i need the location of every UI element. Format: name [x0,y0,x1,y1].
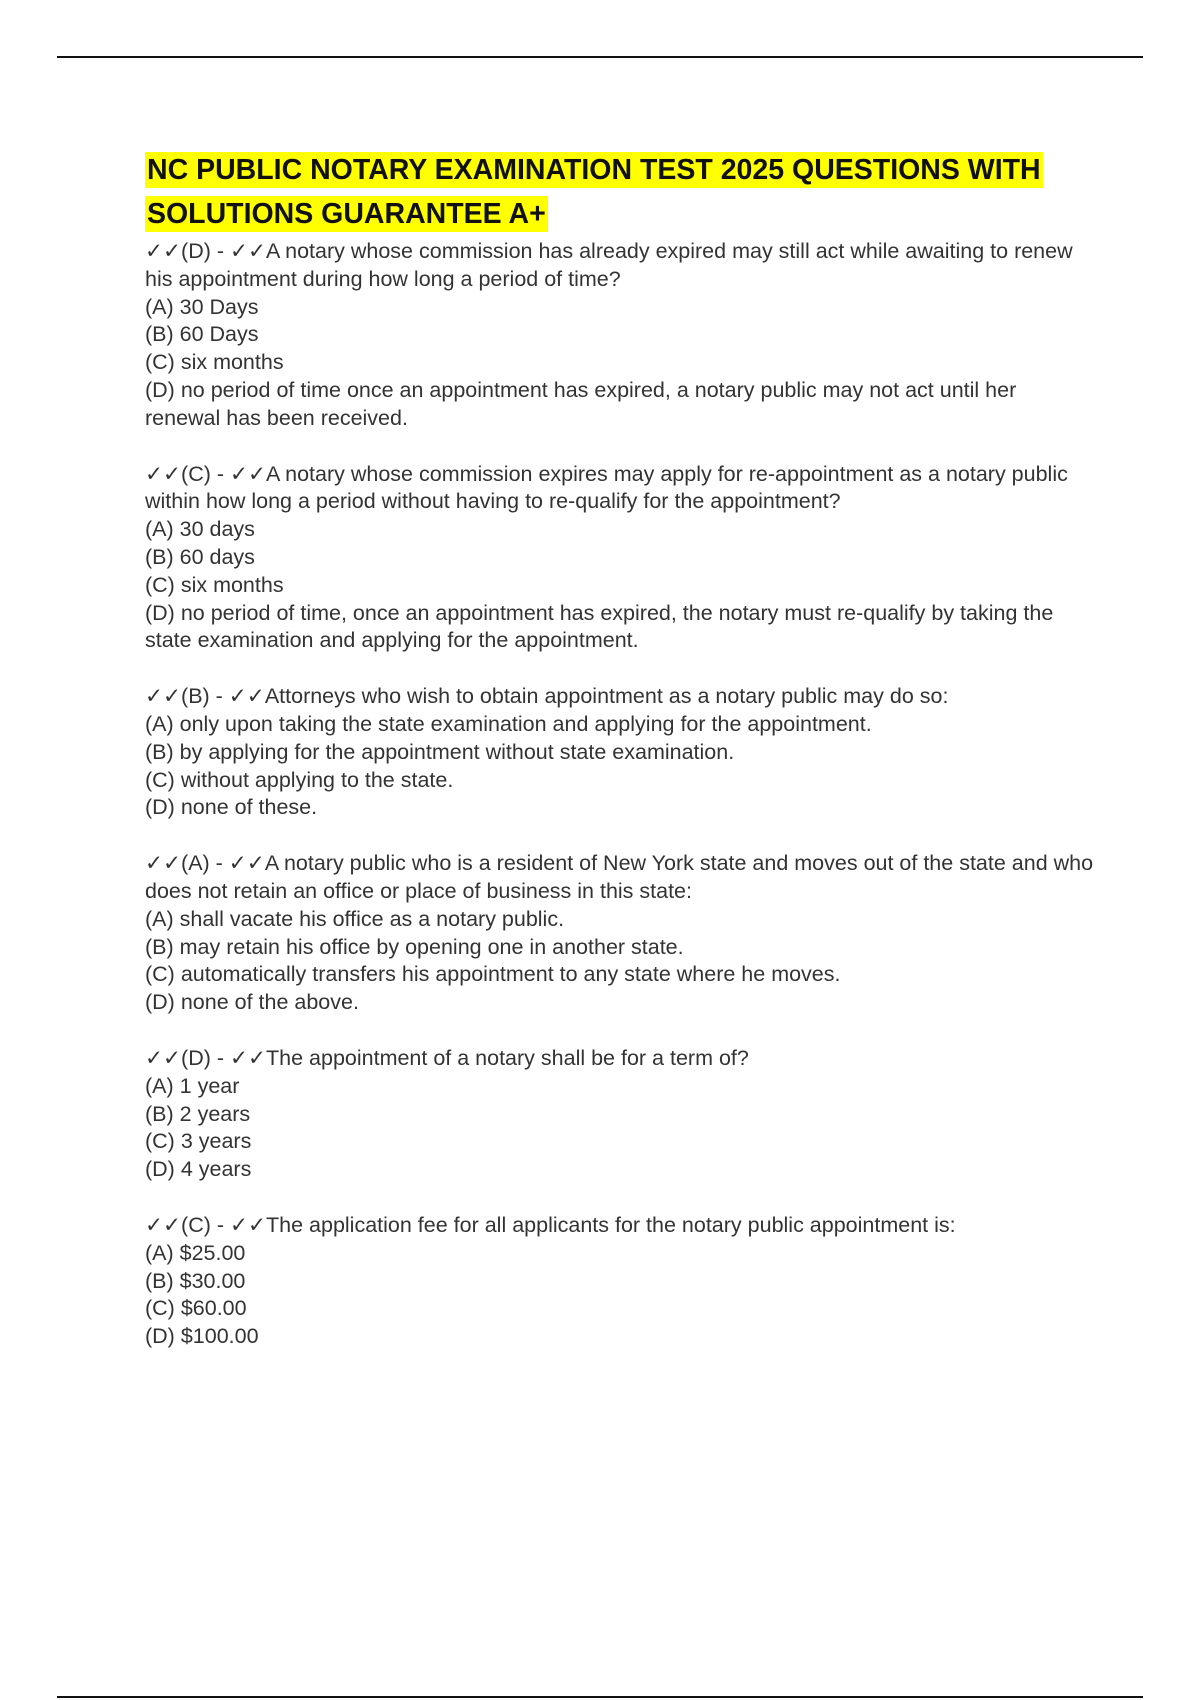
question-block [145,1045,1095,1184]
answer-option: (B) $30.00 [145,1268,246,1293]
question-block [145,683,1095,822]
question-list [145,238,1095,1351]
question-stem: ✓✓(A) - ✓✓A notary public who is a resident of New York state and moves out of the state and who does not retain an office or place of business in this state: [145,851,1094,903]
question-stem: ✓✓(D) - ✓✓The appointment of a notary shall be for a term of? [145,1045,749,1070]
answer-option: (B) by applying for the appointment without state examination. [145,739,735,764]
answer-option: (C) $60.00 [145,1296,247,1321]
question-stem: ✓✓(C) - ✓✓A notary whose commission expires may apply for re-appointment as a notary public within how long a period without having to re-qualify for the appointment? [145,461,1068,514]
answer-option: (D) none of the above. [145,990,359,1015]
answer-option: (B) 60 Days [145,322,259,347]
title-highlight: NC PUBLIC NOTARY EXAMINATION TEST 2025 QUESTIONS WITH SOLUTIONS GUARANTEE A+ [147,154,1041,230]
question-stem: ✓✓(B) - ✓✓Attorneys who wish to obtain appointment as a notary public may do so: [145,684,949,709]
answer-option: (C) automatically transfers his appointment to any state where he moves. [145,962,841,987]
question-block [145,238,1095,433]
answer-option: (A) 30 days [145,517,255,542]
answer-option: (C) without applying to the state. [145,767,454,792]
answer-option: (D) no period of time once an appointment has expired, a notary public may not act until her renewal has been received. [145,377,1017,430]
answer-option: (A) shall vacate his office as a notary public. [145,906,565,931]
answer-option: (C) six months [145,350,284,375]
answer-option: (A) 30 Days [145,294,259,319]
top-rule [57,56,1143,58]
document-body [145,148,1095,1379]
question-stem: ✓✓(D) - ✓✓A notary whose commission has already expired may still act while awaiting to renew his appointment during how long a period of time? [145,239,1073,291]
question-block [145,461,1095,656]
answer-option: (D) no period of time, once an appointment has expired, the notary must re-qualify by taking the state examination and applying for the appointment. [145,600,1054,653]
bottom-rule [57,1696,1143,1698]
answer-option: (A) only upon taking the state examination and applying for the appointment. [145,711,872,736]
answer-option: (A) $25.00 [145,1240,246,1265]
answer-option: (C) 3 years [145,1129,252,1154]
document-title [145,148,1095,236]
question-block [145,850,1095,1017]
answer-option: (D) 4 years [145,1157,252,1182]
answer-option: (A) 1 year [145,1073,240,1098]
answer-option: (B) 2 years [145,1101,251,1126]
question-stem: ✓✓(C) - ✓✓The application fee for all applicants for the notary public appointment is: [145,1212,956,1237]
question-block [145,1212,1095,1351]
answer-option: (C) six months [145,572,284,597]
answer-option: (D) none of these. [145,795,318,820]
answer-option: (B) 60 days [145,544,255,569]
answer-option: (D) $100.00 [145,1324,259,1349]
answer-option: (B) may retain his office by opening one in another state. [145,934,684,959]
